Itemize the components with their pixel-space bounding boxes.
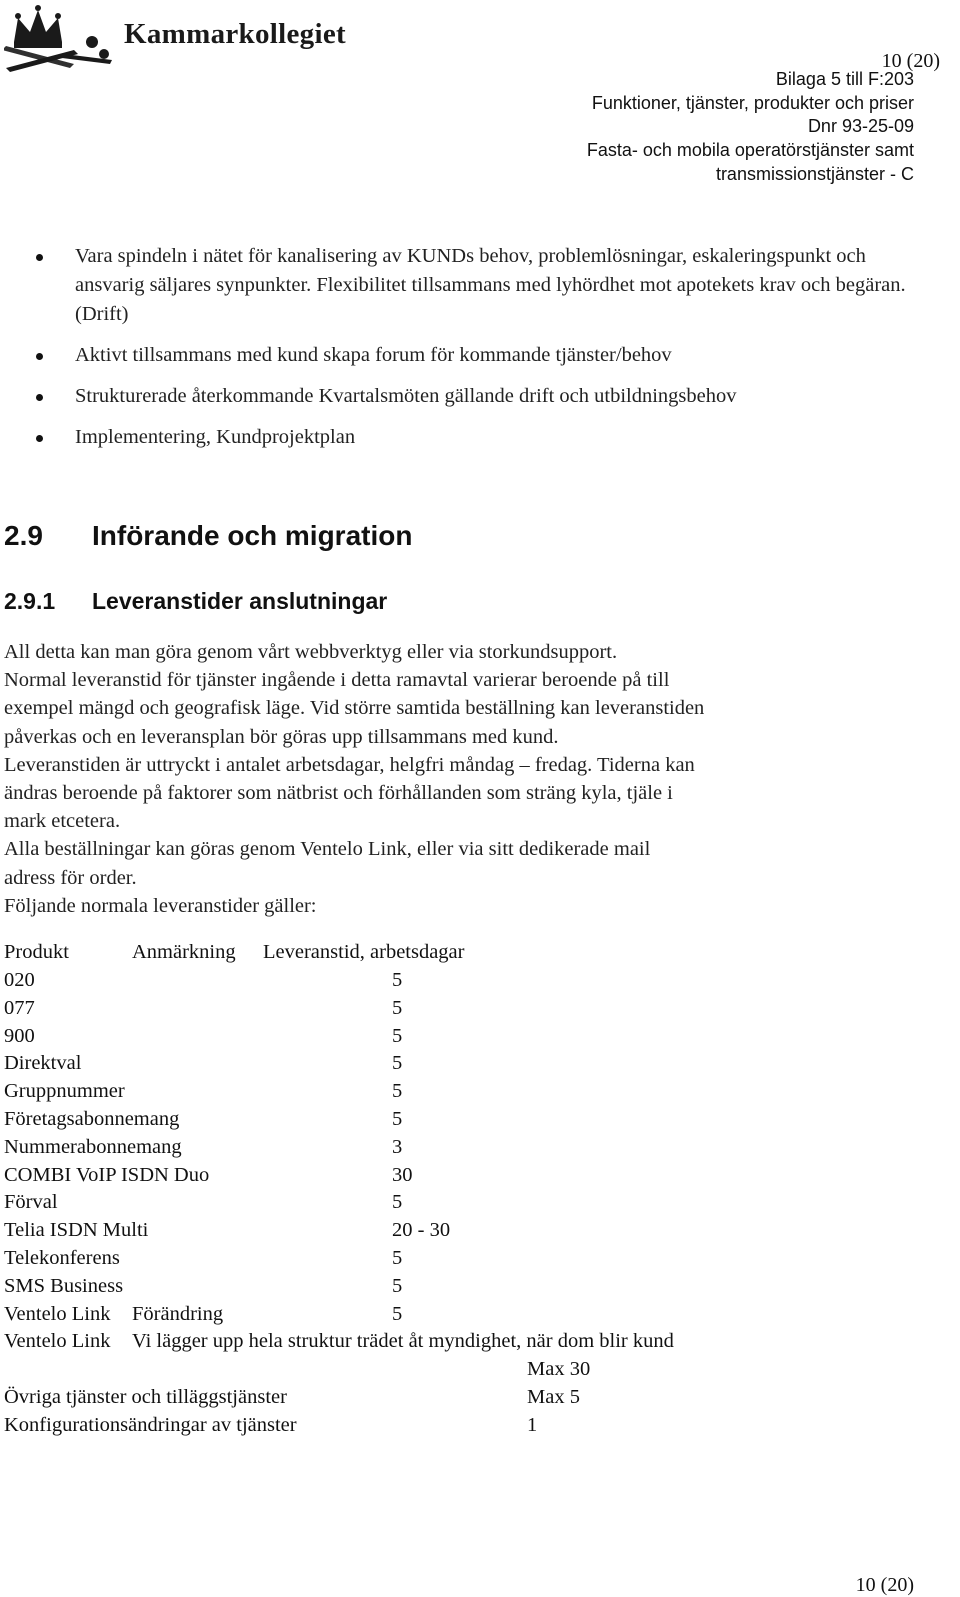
paragraph-line: Leveranstiden är uttryckt i antalet arbetsdagar, helgfri måndag – fredag. Tiderna kan [4, 753, 695, 776]
table-row [4, 1105, 924, 1133]
product-cell: 077 [4, 996, 35, 1019]
section-heading [4, 520, 412, 552]
time-cell: 5 [392, 1302, 403, 1325]
product-cell: COMBI VoIP ISDN Duo [4, 1163, 210, 1186]
crown-emblem-icon [4, 2, 120, 72]
list-item: Vara spindeln i nätet för kanalisering av KUNDs behov, problemlösningar, eskaleringspunkt och ansvarig säljares synpunkter. Flexibilitet tillsammans med lyhördhet mot apotekets krav och begäran. (Drift) [36, 242, 916, 329]
time-cell: 3 [392, 1135, 403, 1158]
product-cell: Konfigurationsändringar av tjänster [4, 1413, 297, 1436]
product-cell: Telekonferens [4, 1247, 120, 1269]
product-cell: Ventelo Link [4, 1330, 111, 1353]
time-cell: 30 [392, 1163, 413, 1186]
paragraph-line: mark etcetera. [4, 810, 121, 833]
product-cell: Förval [4, 1191, 58, 1214]
product-cell: Nummerabonnemang [4, 1135, 182, 1158]
table-row [4, 1327, 924, 1355]
paragraph-line: All detta kan man göra genom vårt webbverktyg eller via storkundsupport. [4, 641, 618, 663]
time-cell: 5 [392, 969, 403, 991]
subsection-heading [4, 588, 387, 615]
table-row [4, 1272, 924, 1300]
paragraph-line: Normal leveranstid för tjänster ingående i detta ramavtal varierar beroende på till [4, 669, 670, 692]
product-cell: Telia ISDN Multi [4, 1219, 149, 1242]
header-line: Dnr 93-25-09 [807, 116, 914, 136]
time-cell: 5 [392, 1080, 403, 1103]
column-header-product: Produkt [4, 941, 69, 963]
time-cell: Max 5 [527, 1386, 580, 1408]
table-row [4, 1133, 924, 1161]
time-cell: 5 [392, 996, 403, 1019]
kammarkollegiet-logo [4, 2, 344, 72]
paragraph-line: Alla beställningar kan göras genom Ventelo Link, eller via sitt dedikerade mail [4, 838, 651, 861]
table-row [4, 1022, 924, 1050]
header-line: Funktioner, tjänster, produkter och priser [591, 93, 914, 113]
header-line: transmissionstjänster - C [715, 164, 914, 184]
time-cell: 5 [392, 1052, 403, 1075]
bullet-icon [36, 394, 43, 401]
bullet-icon [36, 353, 43, 360]
table-row [4, 1355, 924, 1383]
column-header-time: Leveranstid, arbetsdagar [263, 941, 465, 963]
subsection-number: 2.9.1 [4, 588, 56, 614]
product-cell: 900 [4, 1024, 35, 1047]
table-row [4, 1161, 924, 1189]
table-row [4, 1300, 924, 1328]
table-header [4, 938, 924, 966]
table-row [4, 994, 924, 1022]
bullet-list [36, 242, 916, 464]
list-item: Strukturerade återkommande Kvartalsmöten gällande drift och utbildningsbehov [36, 382, 916, 411]
product-cell: Gruppnummer [4, 1080, 125, 1103]
table-row [4, 1244, 924, 1272]
product-cell: Övriga tjänster och tilläggstjänster [4, 1386, 287, 1408]
header-line: Bilaga 5 till F:203 [775, 69, 914, 89]
header-line: Fasta- och mobila operatörstjänster samt [586, 140, 914, 160]
table-row [4, 1077, 924, 1105]
paragraph-line: påverkas och en leveransplan bör göras upp tillsammans med kund. [4, 725, 559, 748]
body-paragraph [4, 638, 924, 920]
column-header-note: Anmärkning [132, 941, 236, 963]
bullet-icon [36, 435, 43, 442]
note-cell: Förändring [132, 1302, 224, 1325]
paragraph-line: adress för order. [4, 866, 137, 889]
table-row [4, 1188, 924, 1216]
list-item: Implementering, Kundprojektplan [36, 423, 916, 452]
time-cell: 5 [392, 1024, 403, 1047]
time-cell: 20 - 30 [392, 1219, 451, 1242]
subsection-title: Leveranstider anslutningar [92, 588, 388, 614]
logo-wordmark: Kammarkollegiet [124, 18, 346, 50]
table-row [4, 966, 924, 994]
time-cell: Max 30 [527, 1358, 591, 1381]
table-row [4, 1383, 924, 1411]
time-cell: 5 [392, 1247, 403, 1269]
section-title: Införande och migration [92, 520, 413, 551]
list-item: Aktivt tillsammans med kund skapa forum för kommande tjänster/behov [36, 341, 916, 370]
time-cell: 5 [392, 1274, 403, 1297]
table-row [4, 1216, 924, 1244]
product-cell: Ventelo Link [4, 1302, 111, 1325]
product-cell: SMS Business [4, 1274, 124, 1297]
page-number-top: 10 (20) [881, 50, 940, 72]
note-cell: Vi lägger upp hela struktur trädet åt myndighet, när dom blir kund [132, 1330, 674, 1353]
product-cell: 020 [4, 969, 35, 991]
table-row [4, 1411, 924, 1439]
table-row [4, 1049, 924, 1077]
product-cell: Direktval [4, 1052, 82, 1075]
paragraph-line: ändras beroende på faktorer som nätbrist och förhållanden som sträng kyla, tjäle i [4, 782, 673, 805]
time-cell: 5 [392, 1108, 403, 1130]
bullet-icon [36, 254, 43, 261]
paragraph-line: Följande normala leveranstider gäller: [4, 894, 317, 917]
time-cell: 5 [392, 1191, 403, 1214]
product-cell: Företagsabonnemang [4, 1108, 180, 1130]
section-number: 2.9 [4, 520, 43, 551]
paragraph-line: exempel mängd och geografisk läge. Vid större samtida beställning kan leveranstiden [4, 697, 705, 720]
time-cell: 1 [527, 1413, 538, 1436]
page-number-bottom: 10 (20) [855, 1574, 914, 1596]
